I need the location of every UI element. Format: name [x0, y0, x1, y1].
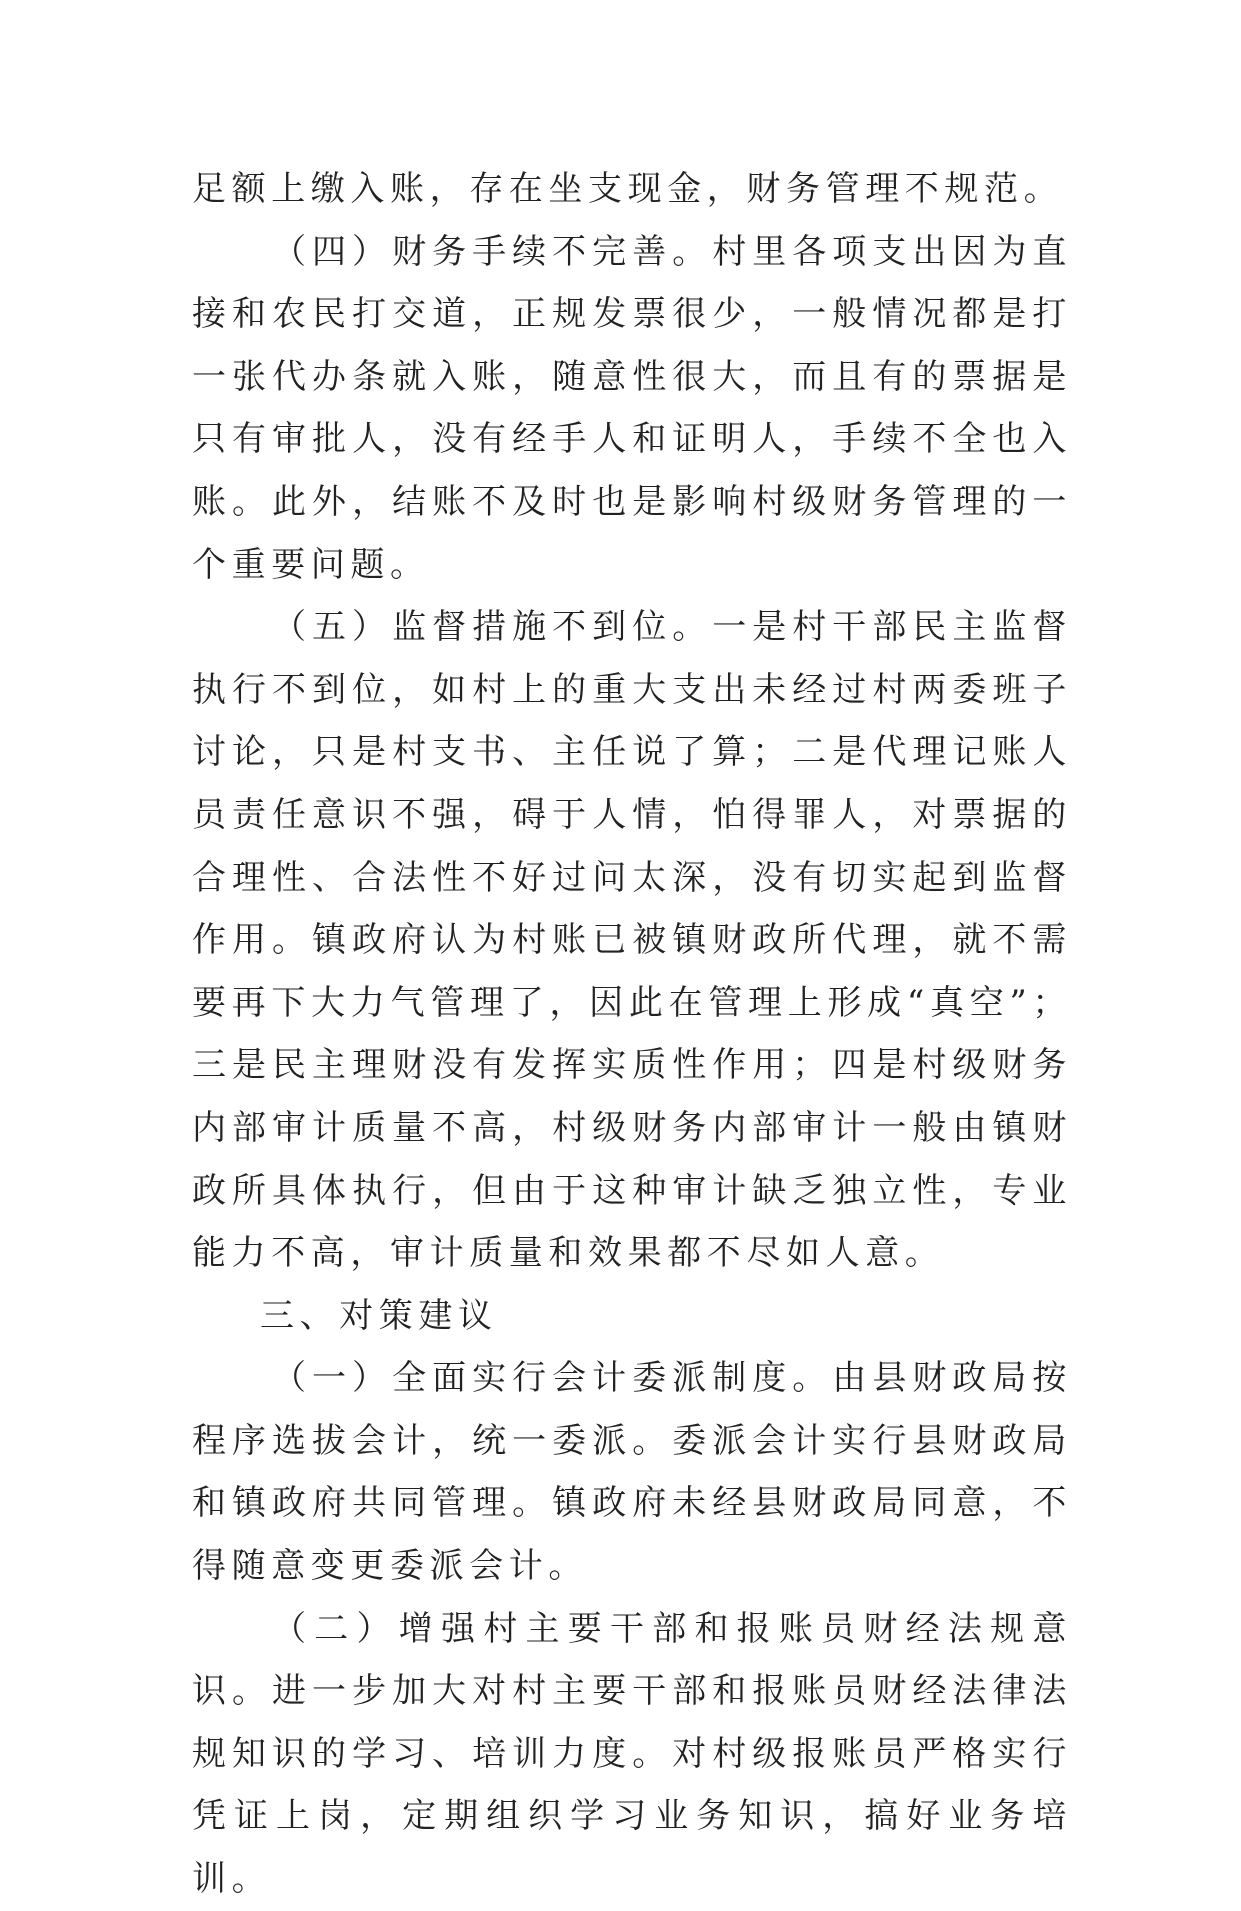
paragraph-section-5: （五）监督措施不到位。一是村干部民主监督执行不到位，如村上的重大支出未经过村两委班子讨论，只是村支书、主任说了算；二是代理记账人员责任意识不强，碍于人情，怕得罪人，对票据的合理性、合法性不好过问太深，没有切实起到监督作用。镇政府认为村账已被镇财政所代理，就不需要再下大力气管理了，因此在管理上形成“真空”；三是民主理财没有发挥实质性作用；四是村级财务内部审计质量不高，村级财务内部审计一般由镇财政所具体执行，但由于这种审计缺乏独立性，专业能力不高，审计质量和效果都不尽如人意。	[192, 607, 1072, 1274]
paragraph-continuation: 足额上缴入账，存在坐支现金，财务管理不规范。	[192, 169, 1064, 209]
paragraph-recommendation-2: （二）增强村主要干部和报账员财经法规意识。进一步加大对村主要干部和报账员财经法律法规知识的学习、培训力度。对村级报账员严格实行凭证上岗，定期组织学习业务知识，搞好业务培训。	[192, 1608, 1072, 1900]
section-heading: 三、对策建议	[260, 1295, 498, 1336]
paragraph-recommendation-1: （一）全面实行会计委派制度。由县财政局按程序选拔会计，统一委派。委派会计实行县财政局和镇政府共同管理。镇政府未经县财政局同意，不得随意变更委派会计。	[192, 1358, 1072, 1587]
paragraph-section-4: （四）财务手续不完善。村里各项支出因为直接和农民打交道，正规发票很少，一般情况都是打一张代办条就入账，随意性很大，而且有的票据是只有审批人，没有经手人和证明人，手续不全也入账。此外，结账不及时也是影响村级财务管理的一个重要问题。	[192, 231, 1072, 585]
document-body	[192, 158, 1072, 1911]
